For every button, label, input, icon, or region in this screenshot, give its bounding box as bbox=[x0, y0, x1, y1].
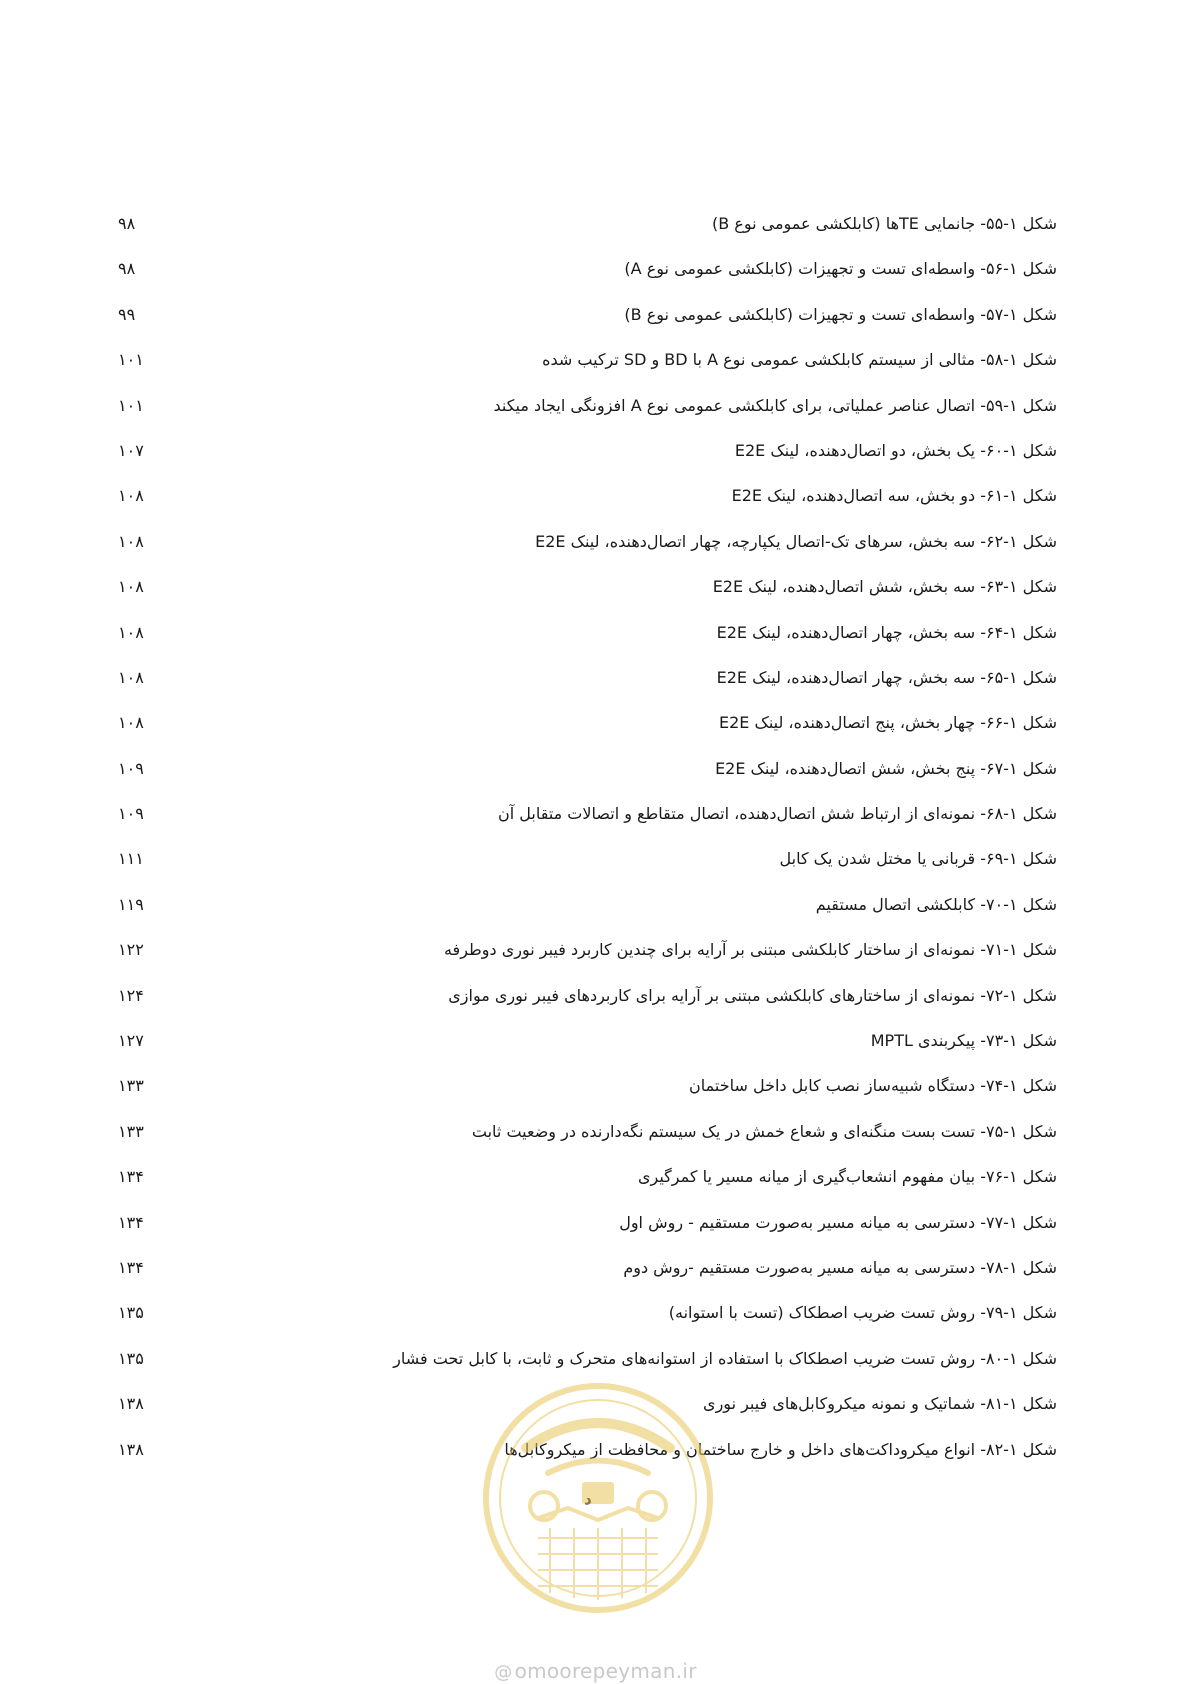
toc-entry-page: ۱۰۸ bbox=[118, 531, 144, 551]
toc-entry-title: شکل ۱-۷۳- پیکربندی MPTL bbox=[870, 1031, 1057, 1051]
toc-entry-title: شکل ۱-۷۹- روش تست ضریب اصطکاک (تست با استوانه) bbox=[668, 1303, 1057, 1323]
toc-entry-title: شکل ۱-۸۱- شماتیک و نمونه میکروکابل‌های فیبر نوری bbox=[703, 1394, 1057, 1414]
toc-entry[interactable] bbox=[0, 259, 1191, 304]
toc-entry-title: شکل ۱-۷۷- دسترسی به میانه مسیر به‌صورت مستقیم - روش اول bbox=[619, 1212, 1057, 1232]
toc-entry-page: ۱۳۳ bbox=[118, 1121, 144, 1141]
watermark-url bbox=[0, 1660, 1191, 1684]
toc-entry-title: شکل ۱-۶۸- نمونه‌ای از ارتباط شش اتصال‌دهنده، اتصال متقاطع و اتصالات متقابل آن bbox=[498, 804, 1057, 824]
toc-entry-page: ۹۹ bbox=[118, 304, 136, 324]
toc-entry[interactable] bbox=[0, 441, 1191, 486]
toc-entry-page: ۱۳۴ bbox=[118, 1167, 144, 1187]
toc-entry-page: ۱۰۱ bbox=[118, 395, 144, 415]
toc-entry-page: ۱۰۹ bbox=[118, 804, 144, 824]
toc-entry[interactable] bbox=[0, 396, 1191, 441]
toc-entry-page: ۱۳۴ bbox=[118, 1212, 144, 1232]
toc-entry-title: شکل ۱-۶۶- چهار بخش، پنج اتصال‌دهنده، لینک E2E bbox=[719, 713, 1057, 733]
toc-entry-page: ۱۱۹ bbox=[118, 894, 144, 914]
toc-entry-title: شکل ۱-۸۲- انواع میکروداکت‌های داخل و خارج ساختمان و محافظت از میکروکابل‌ها bbox=[504, 1439, 1057, 1459]
toc-entry-page: ۱۳۴ bbox=[118, 1257, 144, 1277]
toc-entry[interactable] bbox=[0, 577, 1191, 622]
toc-entry-title: شکل ۱-۶۰- یک بخش، دو اتصال‌دهنده، لینک E2E bbox=[734, 440, 1057, 460]
toc-entry[interactable] bbox=[0, 623, 1191, 668]
toc-entry-title: شکل ۱-۷۰- کابلکشی اتصال مستقیم bbox=[815, 894, 1057, 914]
toc-entry-page: ۱۲۴ bbox=[118, 985, 144, 1005]
toc-entry[interactable] bbox=[0, 940, 1191, 985]
toc-entry-title: شکل ۱-۵۸- مثالی از سیستم کابلکشی عمومی نوع A با BD و SD ترکیب شده bbox=[542, 350, 1057, 370]
toc-entry-title: شکل ۱-۶۵- سه بخش، چهار اتصال‌دهنده، لینک E2E bbox=[716, 667, 1057, 687]
toc-entry[interactable] bbox=[0, 532, 1191, 577]
toc-entry-page: ۱۰۸ bbox=[118, 713, 144, 733]
toc-entry[interactable] bbox=[0, 668, 1191, 713]
watermark-url-text: omoorepeyman.ir bbox=[514, 1659, 697, 1683]
toc-entry-title: شکل ۱-۵۹- اتصال عناصر عملیاتی، برای کابلکشی عمومی نوع A افزونگی ایجاد میکند bbox=[493, 395, 1057, 415]
toc-entry-page: ۱۲۲ bbox=[118, 940, 144, 960]
toc-entry-page: ۱۳۸ bbox=[118, 1439, 144, 1459]
toc-entry[interactable] bbox=[0, 849, 1191, 894]
figure-list bbox=[0, 214, 1191, 1485]
toc-entry-title: شکل ۱-۷۵- تست بست منگنه‌ای و شعاع خمش در یک سیستم نگه‌دارنده در وضعیت ثابت bbox=[471, 1121, 1057, 1141]
toc-entry-page: ۱۳۵ bbox=[118, 1348, 144, 1368]
toc-entry[interactable] bbox=[0, 1303, 1191, 1348]
toc-entry-title: شکل ۱-۶۹- قربانی یا مختل شدن یک کابل bbox=[779, 849, 1057, 869]
toc-entry[interactable] bbox=[0, 1167, 1191, 1212]
toc-entry-page: ۱۱۱ bbox=[118, 849, 144, 869]
toc-entry-title: شکل ۱-۵۷- واسطه‌ای تست و تجهیزات (کابلکشی عمومی نوع B) bbox=[624, 304, 1057, 324]
toc-entry[interactable] bbox=[0, 350, 1191, 395]
toc-entry[interactable] bbox=[0, 759, 1191, 804]
toc-entry-title: شکل ۱-۶۷- پنج بخش، شش اتصال‌دهنده، لینک E2E bbox=[715, 758, 1057, 778]
toc-entry-page: ۹۸ bbox=[118, 259, 136, 279]
toc-entry-page: ۱۰۸ bbox=[118, 577, 144, 597]
seal-logo-icon bbox=[478, 1378, 718, 1618]
toc-entry-page: ۱۰۸ bbox=[118, 486, 144, 506]
toc-entry-title: شکل ۱-۷۲- نمونه‌ای از ساختارهای کابلکشی مبتنی بر آرایه برای کاربردهای فیبر نوری موازی bbox=[448, 985, 1057, 1005]
toc-entry-title: شکل ۱-۵۵- جانمایی TEها (کابلکشی عمومی نوع B) bbox=[711, 214, 1057, 233]
toc-entry-page: ۱۳۸ bbox=[118, 1394, 144, 1414]
toc-entry-page: ۱۰۸ bbox=[118, 667, 144, 687]
toc-entry-title: شکل ۱-۶۲- سه بخش، سرهای تک-اتصال یکپارچه، چهار اتصال‌دهنده، لینک E2E bbox=[535, 531, 1057, 551]
toc-entry[interactable] bbox=[0, 1213, 1191, 1258]
toc-entry[interactable] bbox=[0, 1031, 1191, 1076]
toc-entry-page: ۹۸ bbox=[118, 214, 136, 233]
toc-entry[interactable] bbox=[0, 305, 1191, 350]
toc-entry[interactable] bbox=[0, 1122, 1191, 1167]
toc-entry[interactable] bbox=[0, 986, 1191, 1031]
toc-entry-page: ۱۰۷ bbox=[118, 440, 144, 460]
toc-entry-title: شکل ۱-۶۱- دو بخش، سه اتصال‌دهنده، لینک E2E bbox=[731, 486, 1057, 506]
toc-entry[interactable] bbox=[0, 1258, 1191, 1303]
toc-entry-title: شکل ۱-۷۸- دسترسی به میانه مسیر به‌صورت مستقیم -روش دوم bbox=[623, 1257, 1057, 1277]
toc-entry[interactable] bbox=[0, 486, 1191, 531]
toc-entry-page: ۱۳۵ bbox=[118, 1303, 144, 1323]
at-sign-icon: @ bbox=[494, 1662, 513, 1683]
toc-entry[interactable] bbox=[0, 1076, 1191, 1121]
toc-entry-title: شکل ۱-۵۶- واسطه‌ای تست و تجهیزات (کابلکشی عمومی نوع A) bbox=[624, 259, 1057, 279]
toc-entry-page: ۱۰۹ bbox=[118, 758, 144, 778]
toc-entry[interactable] bbox=[0, 804, 1191, 849]
toc-entry-title: شکل ۱-۷۶- بیان مفهوم انشعاب‌گیری از میانه مسیر یا کمرگیری bbox=[637, 1167, 1057, 1187]
toc-entry[interactable] bbox=[0, 895, 1191, 940]
toc-entry-page: ۱۰۱ bbox=[118, 350, 144, 370]
toc-entry-title: شکل ۱-۷۱- نمونه‌ای از ساختار کابلکشی مبتنی بر آرایه برای چندین کاربرد فیبر نوری دوطرفه bbox=[443, 940, 1057, 960]
toc-entry-page: ۱۲۷ bbox=[118, 1031, 144, 1051]
toc-entry-title: شکل ۱-۶۳- سه بخش، شش اتصال‌دهنده، لینک E2E bbox=[712, 577, 1057, 597]
toc-entry-title: شکل ۱-۷۴- دستگاه شبیه‌ساز نصب کابل داخل ساختمان bbox=[689, 1076, 1057, 1096]
toc-entry[interactable] bbox=[0, 713, 1191, 758]
toc-entry-title: شکل ۱-۶۴- سه بخش، چهار اتصال‌دهنده، لینک E2E bbox=[716, 622, 1057, 642]
toc-entry-title: شکل ۱-۸۰- روش تست ضریب اصطکاک با استفاده از استوانه‌های متحرک و ثابت، با کابل تحت فشار bbox=[393, 1348, 1057, 1368]
toc-entry[interactable] bbox=[0, 214, 1191, 259]
toc-entry-page: ۱۰۸ bbox=[118, 622, 144, 642]
toc-entry-page: ۱۳۳ bbox=[118, 1076, 144, 1096]
